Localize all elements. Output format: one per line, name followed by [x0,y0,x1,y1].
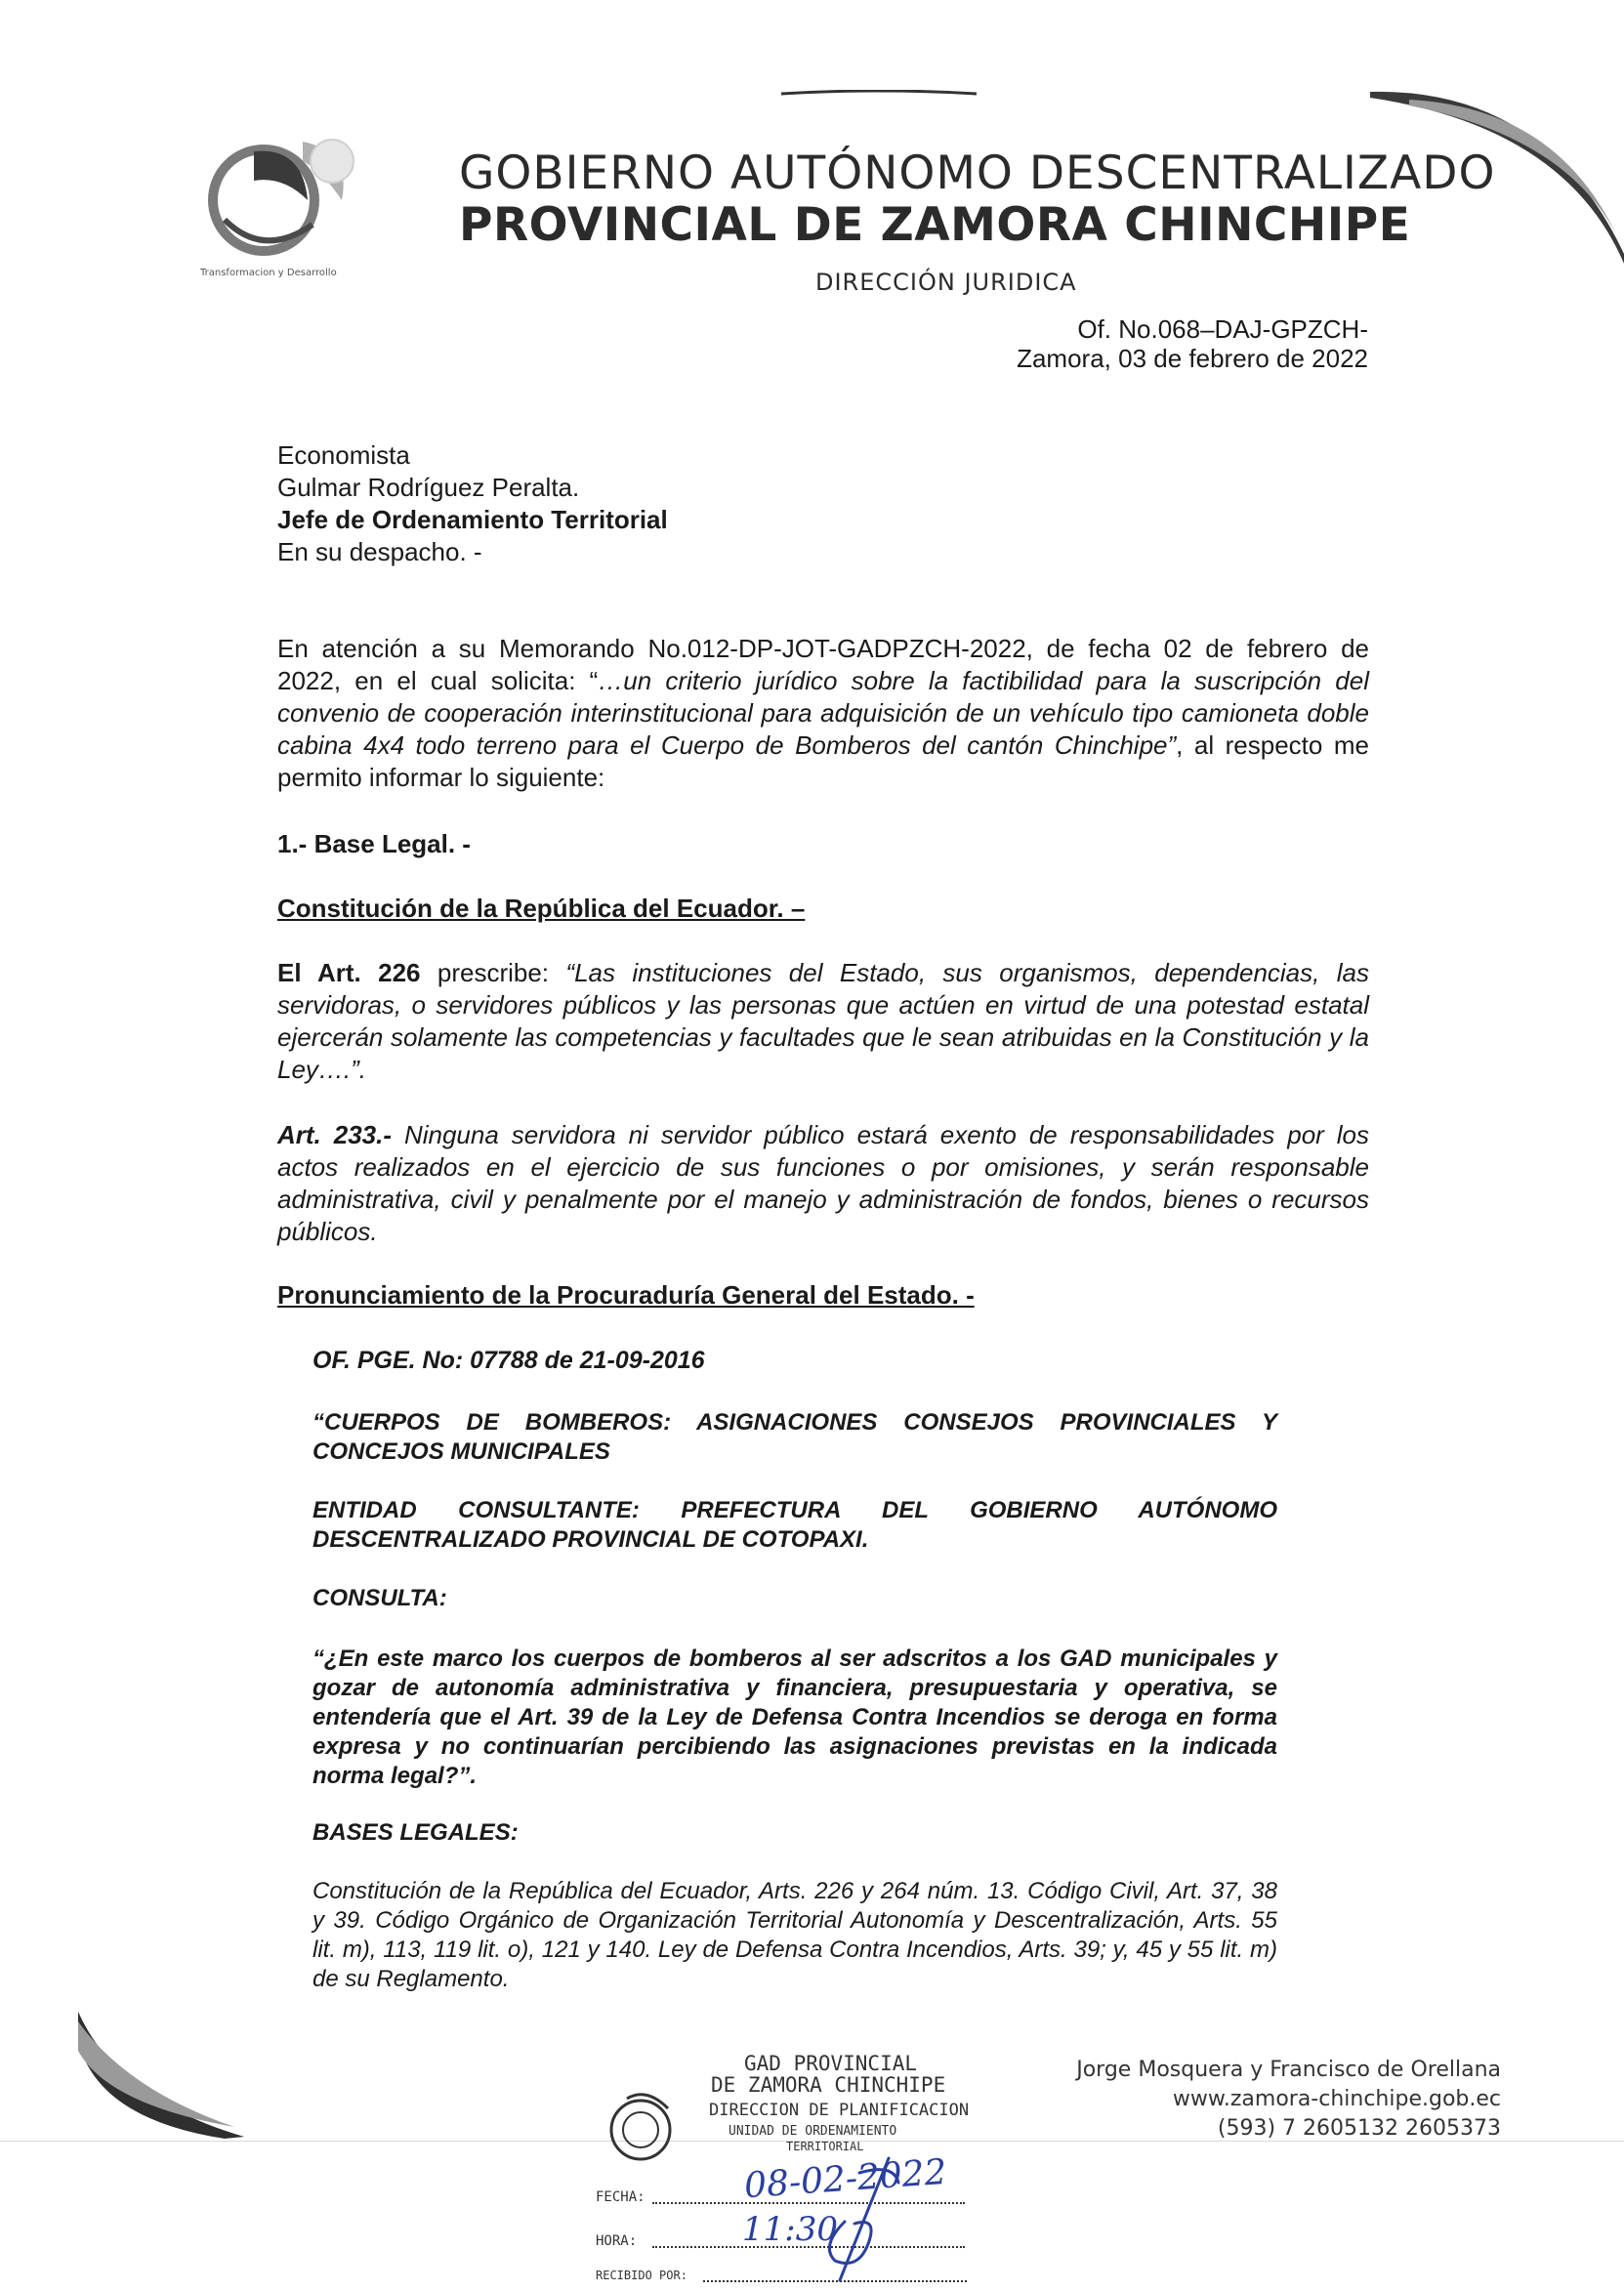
pge-consulta-label: CONSULTA: [312,1585,447,1611]
stamp-logo-icon [598,2087,686,2165]
office-number: Of. No.068–DAJ-GPZCH- [1077,314,1368,344]
art-226-text: “Las instituciones del Estado, sus organismos, dependencias, las servidoras, o servidores públicos y las personas que actúen en virtud de una potestad estatal ejercerán solamente las competencias y facultades que le sean atribuidas en la Constitución y la Ley….”. [277,958,1369,1084]
stamp-fecha-label: FECHA: [596,2189,645,2205]
footer-contact [1076,2056,1501,2144]
art-226-label: El Art. 226 [277,958,421,987]
addressee-closing: En su despacho. - [277,537,482,566]
corner-decoration-bottom-left [78,2012,244,2139]
stamp-hora-label: HORA: [596,2233,638,2249]
pge-heading: Pronunciamiento de la Procuraduría General del Estado. - [277,1280,975,1310]
addressee-position: Jefe de Ordenamiento Territorial [277,505,668,534]
footer-phone: (593) 7 2605132 2605373 [1217,2116,1501,2141]
pge-consulta-text: “¿En este marco los cuerpos de bomberos al ser adscritos a los GAD municipales y gozar de autonomía administrativa y financiera, presupuestaria y operativa, se entendería que el Art. 39 de la Ley de Defensa Contra Incendios se deroga en forma expresa y no continuarían percibiendo las asignaciones previstas en la indicada norma legal?”. [312,1645,1277,1789]
letter-date: Zamora, 03 de febrero de 2022 [1017,344,1368,373]
art-233-text: Ninguna servidora ni servidor público estará exento de responsabilidades por los actos realizados en el ejercicio de sus funciones o por omisiones, y serán responsable administrativa, civil y penalmente por el manejo y administración de fondos, bienes o recursos públicos. [277,1120,1369,1246]
pge-bases-text: Constitución de la República del Ecuador, Arts. 226 y 264 núm. 13. Código Civil, Art. 37, 38 y 39. Código Orgánico de Organización Territorial Autonomía y Descentralización, Arts. 55 lit. m), 113, 119 lit. o), 121 y 140. Ley de Defensa Contra Incendios, Arts. 39; y, 45 y 55 lit. m) de su Reglamento. [312,1878,1277,1992]
stamp-line2: DE ZAMORA CHINCHIPE [711,2073,946,2097]
pge-bases-label: BASES LEGALES: [312,1819,519,1846]
footer-website: www.zamora-chinchipe.gob.ec [1172,2087,1501,2111]
intro-lead: En atención a su Memorando No.012-DP-JOT-GADPZCH-2022, de fecha 02 de febrero de 2022, en el cual solicita: “ [277,634,1369,695]
art-233-label: Art. 233.- [277,1120,392,1149]
intro-tail: , al respecto me permito informar lo siguiente: [277,730,1369,792]
section-heading-base-legal: 1.- Base Legal. - [277,829,471,858]
org-name-line2: PROVINCIAL DE ZAMORA CHINCHIPE [459,198,1411,252]
art-226-paragraph: El Art. 226 prescribe: “Las instituciones del Estado, sus organismos, dependencias, las servidoras, o servidores públicos y las personas que actúen en virtud de una potestad estatal ejercerán solamente las competencias y facultades que le sean atribuidas en la Constitución y la Ley….”. [277,958,1369,1084]
footer-address: Jorge Mosquera y Francisco de Orellana [1076,2058,1501,2082]
stamp-line4: UNIDAD DE ORDENAMIENTO [729,2124,897,2139]
stamp-recibido-label: RECIBIDO POR: [596,2269,687,2282]
stamp-line1: GAD PROVINCIAL [744,2052,918,2075]
org-name-line1: GOBIERNO AUTÓNOMO DESCENTRALIZADO [459,146,1496,200]
intro-quote: …un criterio jurídico sobre la factibilidad para la suscripción del convenio de cooperación interinstitucional para adquisición de un vehículo tipo camioneta doble cabina 4x4 todo terreno para el Cuerpo de Bomberos del cantón Chinchipe” [277,666,1369,760]
handwritten-signature [801,2153,918,2290]
constitution-heading: Constitución de la República del Ecuador. – [277,894,806,923]
stamp-line3: DIRECCION DE PLANIFICACION [709,2101,970,2120]
department-name: DIRECCIÓN JURIDICA [815,269,1077,296]
addressee-title: Economista [277,440,410,470]
intro-paragraph [277,633,1369,794]
stamp-hora-value: 11:30 [742,2210,838,2249]
addressee-block [277,439,668,568]
reception-stamp [586,2046,996,2291]
logo-caption: Transformacion y Desarrollo [200,268,337,278]
pge-office-number: OF. PGE. No: 07788 de 21-09-2016 [312,1347,705,1374]
stamp-line5: TERRITORIAL [786,2140,864,2153]
gad-logo-icon [195,122,361,269]
header-swoosh-line [781,90,977,96]
stamp-fecha-value: 08-02-2022 [742,2151,948,2207]
pge-subject: “CUERPOS DE BOMBEROS: ASIGNACIONES CONSEJOS PROVINCIALES Y CONCEJOS MUNICIPALES [312,1409,1277,1465]
art-233-paragraph [277,1119,1369,1248]
addressee-name: Gulmar Rodríguez Peralta. [277,473,580,502]
pge-entity: ENTIDAD CONSULTANTE: PREFECTURA DEL GOBIERNO AUTÓNOMO DESCENTRALIZADO PROVINCIAL DE COTOPAXI. [312,1497,1277,1553]
